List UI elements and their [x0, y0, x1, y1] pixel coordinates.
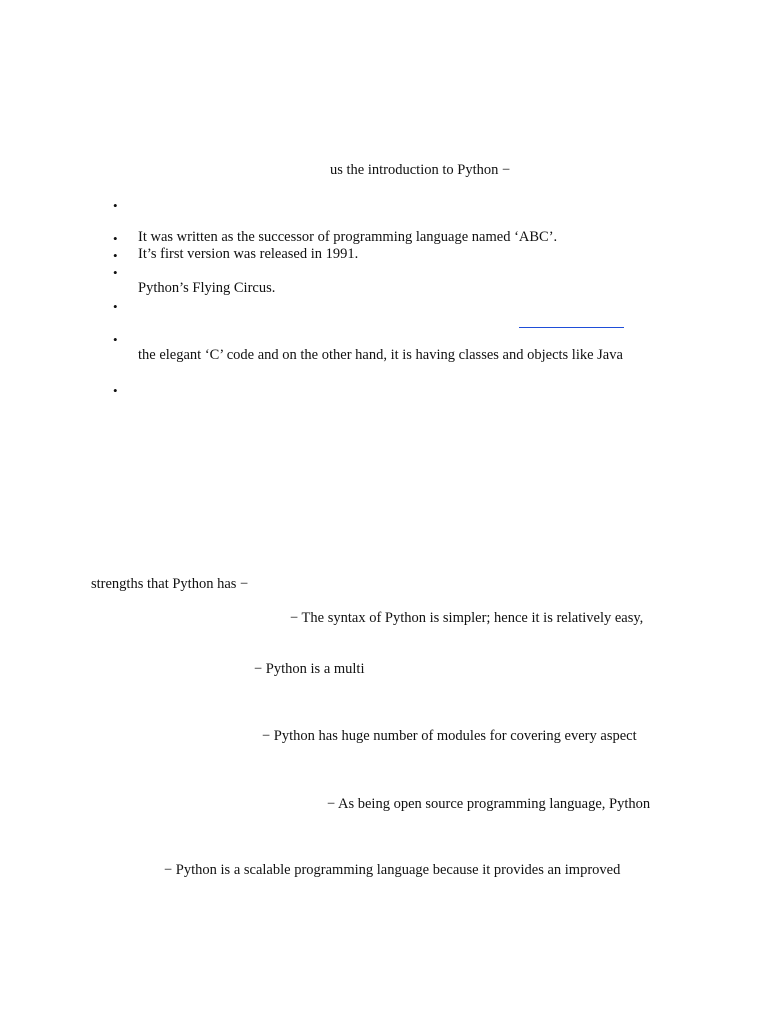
list-item: It was written as the successor of programming language named ‘ABC’. [138, 229, 558, 245]
strength-item: − Python is a scalable programming language because it provides an improved [164, 862, 621, 878]
strength-item: − Python is a multi [254, 661, 365, 677]
bullet-marker: • [113, 231, 118, 246]
list-item: It’s first version was released in 1991. [138, 246, 359, 262]
bullet-marker: • [113, 299, 118, 314]
list-item: Python’s Flying Circus. [138, 280, 276, 296]
bullet-marker: • [113, 332, 118, 347]
bullet-marker: • [113, 248, 118, 263]
list-item: the elegant ‘C’ code and on the other hand, it is having classes and objects like Java [138, 347, 623, 363]
strength-item: − The syntax of Python is simpler; hence it is relatively easy, [290, 610, 644, 626]
hyperlink-underline[interactable] [519, 327, 624, 328]
strength-item: − As being open source programming language, Python [327, 796, 651, 812]
intro-heading: us the introduction to Python − [330, 162, 511, 178]
strengths-heading: strengths that Python has − [91, 576, 249, 592]
bullet-marker: • [113, 198, 118, 213]
bullet-marker: • [113, 383, 118, 398]
strength-item: − Python has huge number of modules for covering every aspect [262, 728, 637, 744]
bullet-marker: • [113, 265, 118, 280]
